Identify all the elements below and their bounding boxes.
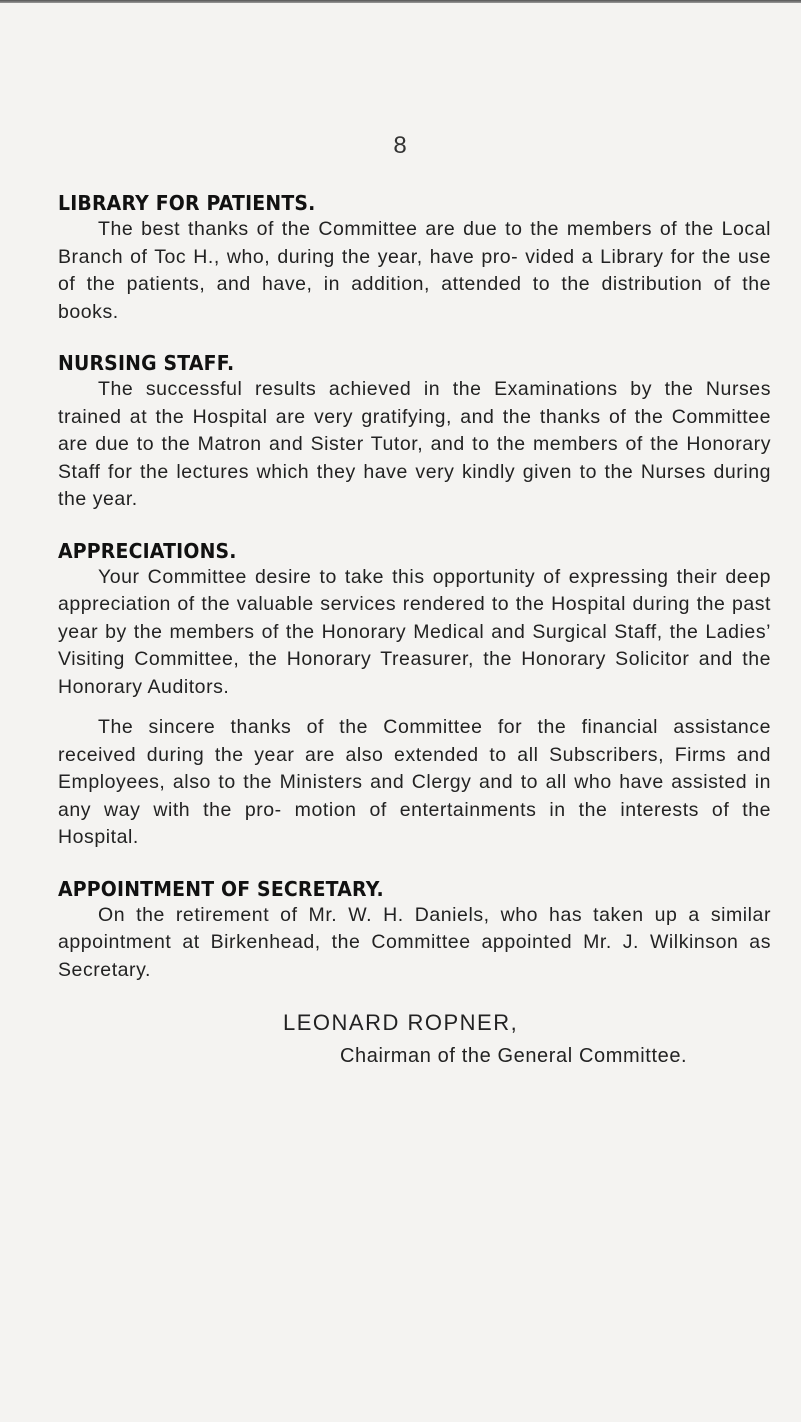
section-library-for-patients bbox=[58, 190, 771, 326]
section-nursing-staff bbox=[58, 350, 771, 514]
report-body bbox=[58, 190, 771, 1070]
signature-title: Chairman of the General Committee. bbox=[340, 1045, 688, 1067]
signature-name: LEONARD ROPNER, bbox=[283, 1010, 519, 1035]
section-paragraph: Your Committee desire to take this opportunity of expressing their deep appreciation of the valuable services rendered to the Hospital during the past year by the members of the Honorary Medical and Surgical Staff, the Ladies’ Visiting Committee, the Honorary Treasurer, the Honorary Solicitor and the Honorary Auditors. bbox=[58, 565, 771, 698]
section-heading: NURSING STAFF. bbox=[58, 351, 235, 375]
section-appointment-of-secretary bbox=[58, 876, 771, 985]
page-number: 8 bbox=[393, 132, 408, 159]
section-appreciations bbox=[58, 538, 771, 852]
section-heading: APPRECIATIONS. bbox=[58, 538, 237, 563]
top-border-rule bbox=[0, 0, 801, 3]
section-paragraph: On the retirement of Mr. W. H. Daniels, who has taken up a similar appointment at Birkenhead, the Committee appointed Mr. J. Wilkinson as Secretary. bbox=[58, 903, 771, 981]
section-heading: APPOINTMENT OF SECRETARY. bbox=[58, 876, 384, 901]
section-paragraph: The successful results achieved in the Examinations by the Nurses trained at the Hospital are very gratifying, and the thanks of the Committee are due to the Matron and Sister Tutor, and to the members of the Honorary Staff for the lectures which they have very kindly given to the Nurses during the year. bbox=[58, 378, 771, 510]
section-heading: LIBRARY FOR PATIENTS. bbox=[58, 191, 316, 215]
section-paragraph: The best thanks of the Committee are due to the members of the Local Branch of Toc H., who, during the year, have pro- vided a Library for the use of the patients, and have, in addition, attended to the distribution of the books. bbox=[58, 218, 771, 323]
section-paragraph: The sincere thanks of the Committee for the financial assistance received during the year are also extended to all Subscribers, Firms and Employees, also to the Ministers and Clergy and to all who have assisted in any way with the pro- motion of entertainments in the interests of the Hospital. bbox=[58, 716, 771, 848]
